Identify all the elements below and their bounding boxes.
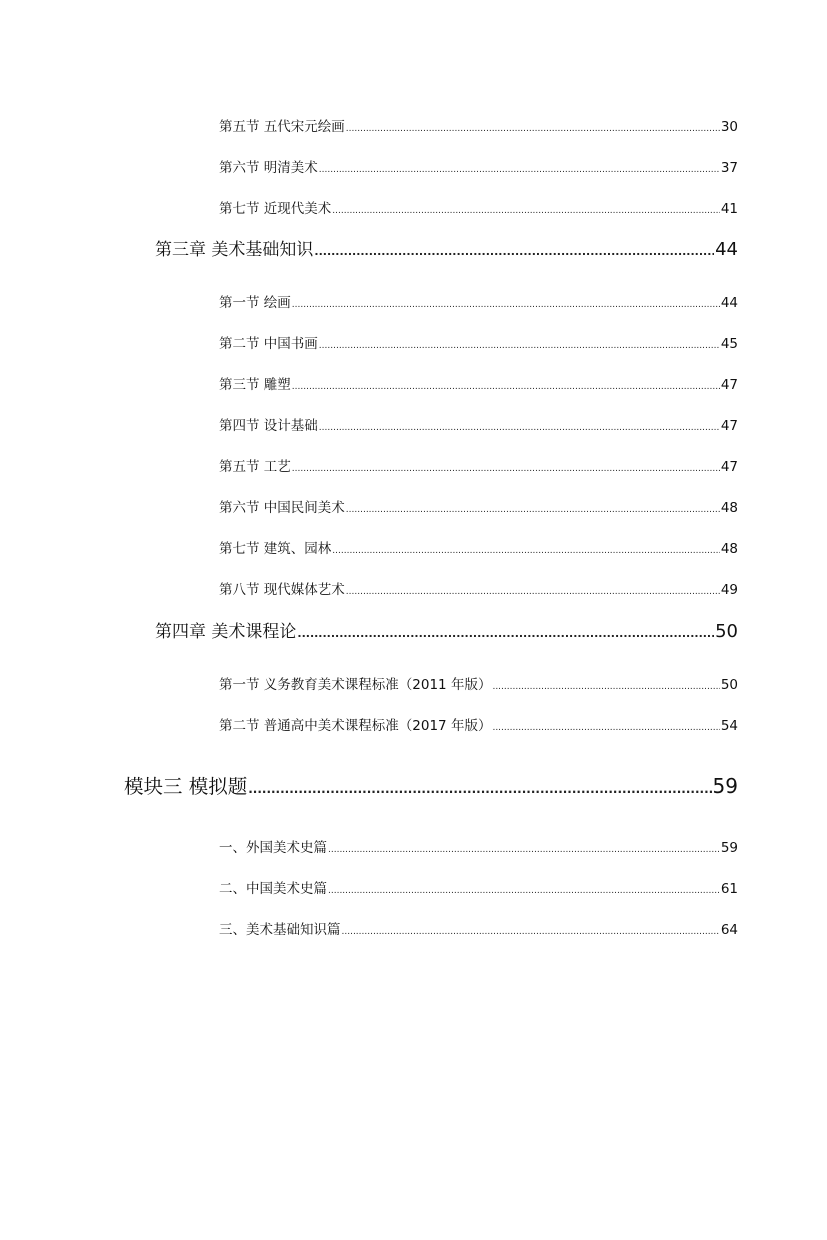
toc-section-entry[interactable] [219, 675, 738, 695]
toc-entry-page-number: 49 [720, 582, 738, 598]
toc-section-entry[interactable] [219, 539, 738, 559]
toc-section-entry[interactable] [219, 334, 738, 354]
toc-entry-page-number: 64 [720, 922, 738, 938]
toc-entry-page-number: 59 [720, 840, 738, 856]
toc-module-entry[interactable] [124, 772, 738, 800]
toc-chapter-entry[interactable] [155, 238, 738, 262]
toc-entry-title: 第八节 现代媒体艺术 [219, 582, 345, 598]
toc-section-entry[interactable] [219, 716, 738, 736]
dot-leader [292, 459, 720, 479]
toc-entry-page-number: 47 [720, 418, 738, 434]
toc-section-entry[interactable] [219, 199, 738, 219]
toc-entry-title: 第五节 五代宋元绘画 [219, 119, 345, 135]
toc-section-entry[interactable] [219, 838, 738, 858]
toc-entry-page-number: 48 [720, 500, 738, 516]
toc-entry-page-number: 50 [715, 621, 738, 642]
dot-leader [332, 201, 720, 221]
toc-entry-page-number: 44 [715, 239, 738, 260]
toc-entry-page-number: 59 [712, 774, 738, 798]
toc-entry-title: 第四章 美术课程论 [155, 622, 297, 642]
dot-leader [328, 881, 720, 901]
toc-entry-title: 第七节 近现代美术 [219, 201, 332, 217]
toc-entry-title: 第一节 绘画 [219, 295, 291, 311]
dot-leader [297, 622, 714, 646]
dot-leader [342, 922, 720, 942]
toc-entry-title: 二、中国美术史篇 [219, 881, 327, 897]
toc-entry-page-number: 41 [720, 201, 738, 217]
toc-section-entry[interactable] [219, 117, 738, 137]
dot-leader [292, 377, 720, 397]
dot-leader [319, 418, 720, 438]
toc-entry-title: 第七节 建筑、园林 [219, 541, 332, 557]
toc-entry-title: 模块三 模拟题 [124, 775, 248, 798]
toc-entry-page-number: 47 [720, 377, 738, 393]
toc-entry-page-number: 48 [720, 541, 738, 557]
toc-entry-title: 第四节 设计基础 [219, 418, 318, 434]
toc-entry-title: 第二节 中国书画 [219, 336, 318, 352]
toc-entry-title: 第三章 美术基础知识 [155, 240, 314, 260]
toc-entry-title: 第二节 普通高中美术课程标准（2017 年版） [219, 718, 492, 734]
toc-entry-page-number: 30 [720, 119, 738, 135]
toc-chapter-entry[interactable] [155, 620, 738, 644]
dot-leader [328, 840, 720, 860]
dot-leader [292, 295, 720, 315]
toc-section-entry[interactable] [219, 498, 738, 518]
dot-leader [319, 336, 720, 356]
dot-leader [346, 582, 720, 602]
toc-section-entry[interactable] [219, 580, 738, 600]
toc-entry-title: 第三节 雕塑 [219, 377, 291, 393]
toc-entry-page-number: 47 [720, 459, 738, 475]
dot-leader [314, 240, 714, 264]
dot-leader [332, 541, 720, 561]
toc-entry-page-number: 44 [720, 295, 738, 311]
dot-leader [346, 500, 720, 520]
toc-section-entry[interactable] [219, 293, 738, 313]
toc-entry-page-number: 45 [720, 336, 738, 352]
toc-section-entry[interactable] [219, 457, 738, 477]
toc-section-entry[interactable] [219, 375, 738, 395]
toc-section-entry[interactable] [219, 416, 738, 436]
toc-entry-title: 第一节 义务教育美术课程标准（2011 年版） [219, 677, 492, 693]
toc-entry-page-number: 54 [720, 718, 738, 734]
toc-section-entry[interactable] [219, 879, 738, 899]
toc-entry-page-number: 61 [720, 881, 738, 897]
dot-leader [346, 119, 720, 139]
toc-entry-title: 一、外国美术史篇 [219, 840, 327, 856]
toc-entry-title: 第五节 工艺 [219, 459, 291, 475]
dot-leader [248, 775, 711, 803]
toc-entry-page-number: 50 [720, 677, 738, 693]
toc-entry-title: 第六节 中国民间美术 [219, 500, 345, 516]
toc-section-entry[interactable] [219, 158, 738, 178]
dot-leader [492, 677, 719, 697]
toc-entry-page-number: 37 [720, 160, 738, 176]
toc-section-entry[interactable] [219, 920, 738, 940]
dot-leader [319, 160, 720, 180]
toc-entry-title: 第六节 明清美术 [219, 160, 318, 176]
dot-leader [492, 718, 719, 738]
toc-entry-title: 三、美术基础知识篇 [219, 922, 341, 938]
